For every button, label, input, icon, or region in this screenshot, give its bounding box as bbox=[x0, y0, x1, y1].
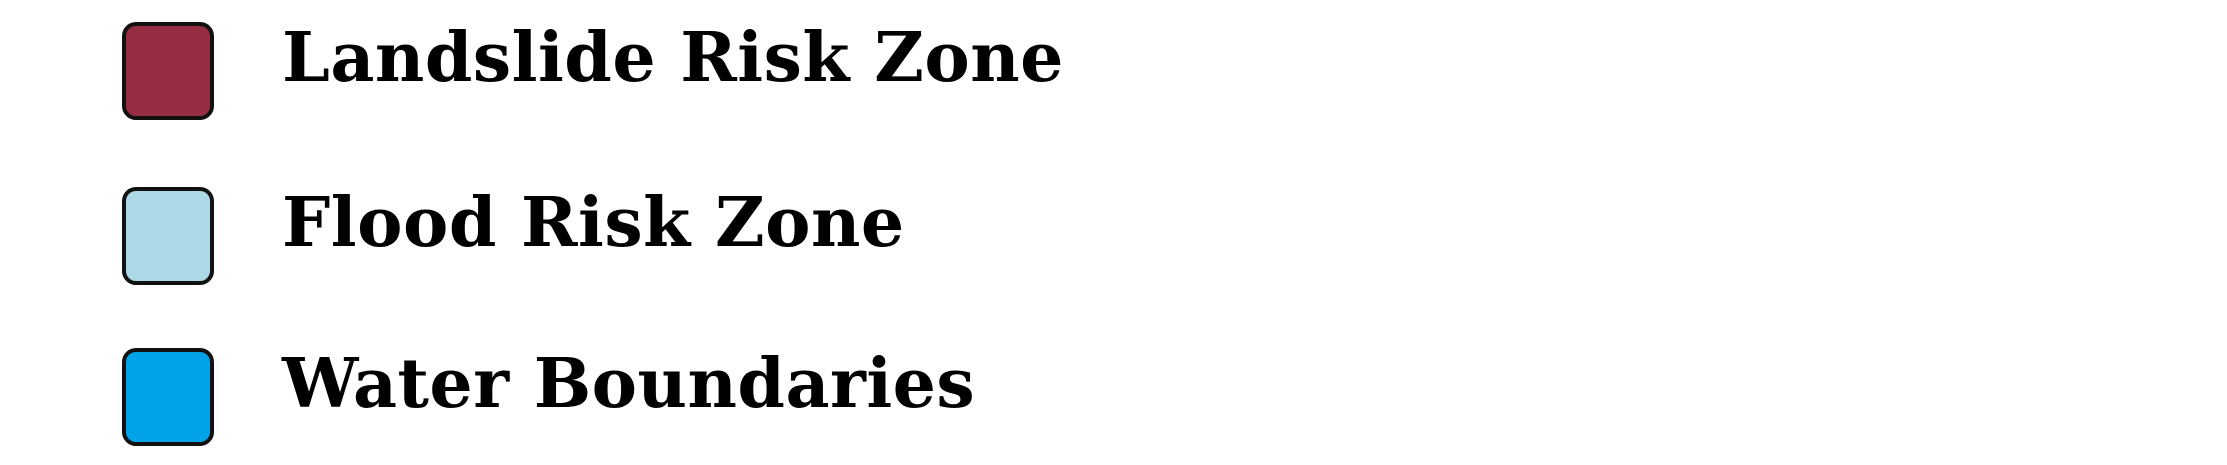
flood-risk-swatch-icon bbox=[122, 187, 214, 285]
legend-label-water-boundaries: Water Boundaries bbox=[282, 344, 976, 424]
water-boundaries-swatch-icon bbox=[122, 348, 214, 446]
legend-label-landslide-risk-zone: Landslide Risk Zone bbox=[282, 18, 1064, 98]
legend-label-flood-risk-zone: Flood Risk Zone bbox=[282, 183, 905, 263]
landslide-risk-swatch-icon bbox=[122, 22, 214, 120]
legend-item-landslide-risk-zone bbox=[0, 4, 1200, 114]
legend-item-flood-risk-zone bbox=[0, 169, 1200, 279]
legend-item-water-boundaries bbox=[0, 330, 1200, 440]
